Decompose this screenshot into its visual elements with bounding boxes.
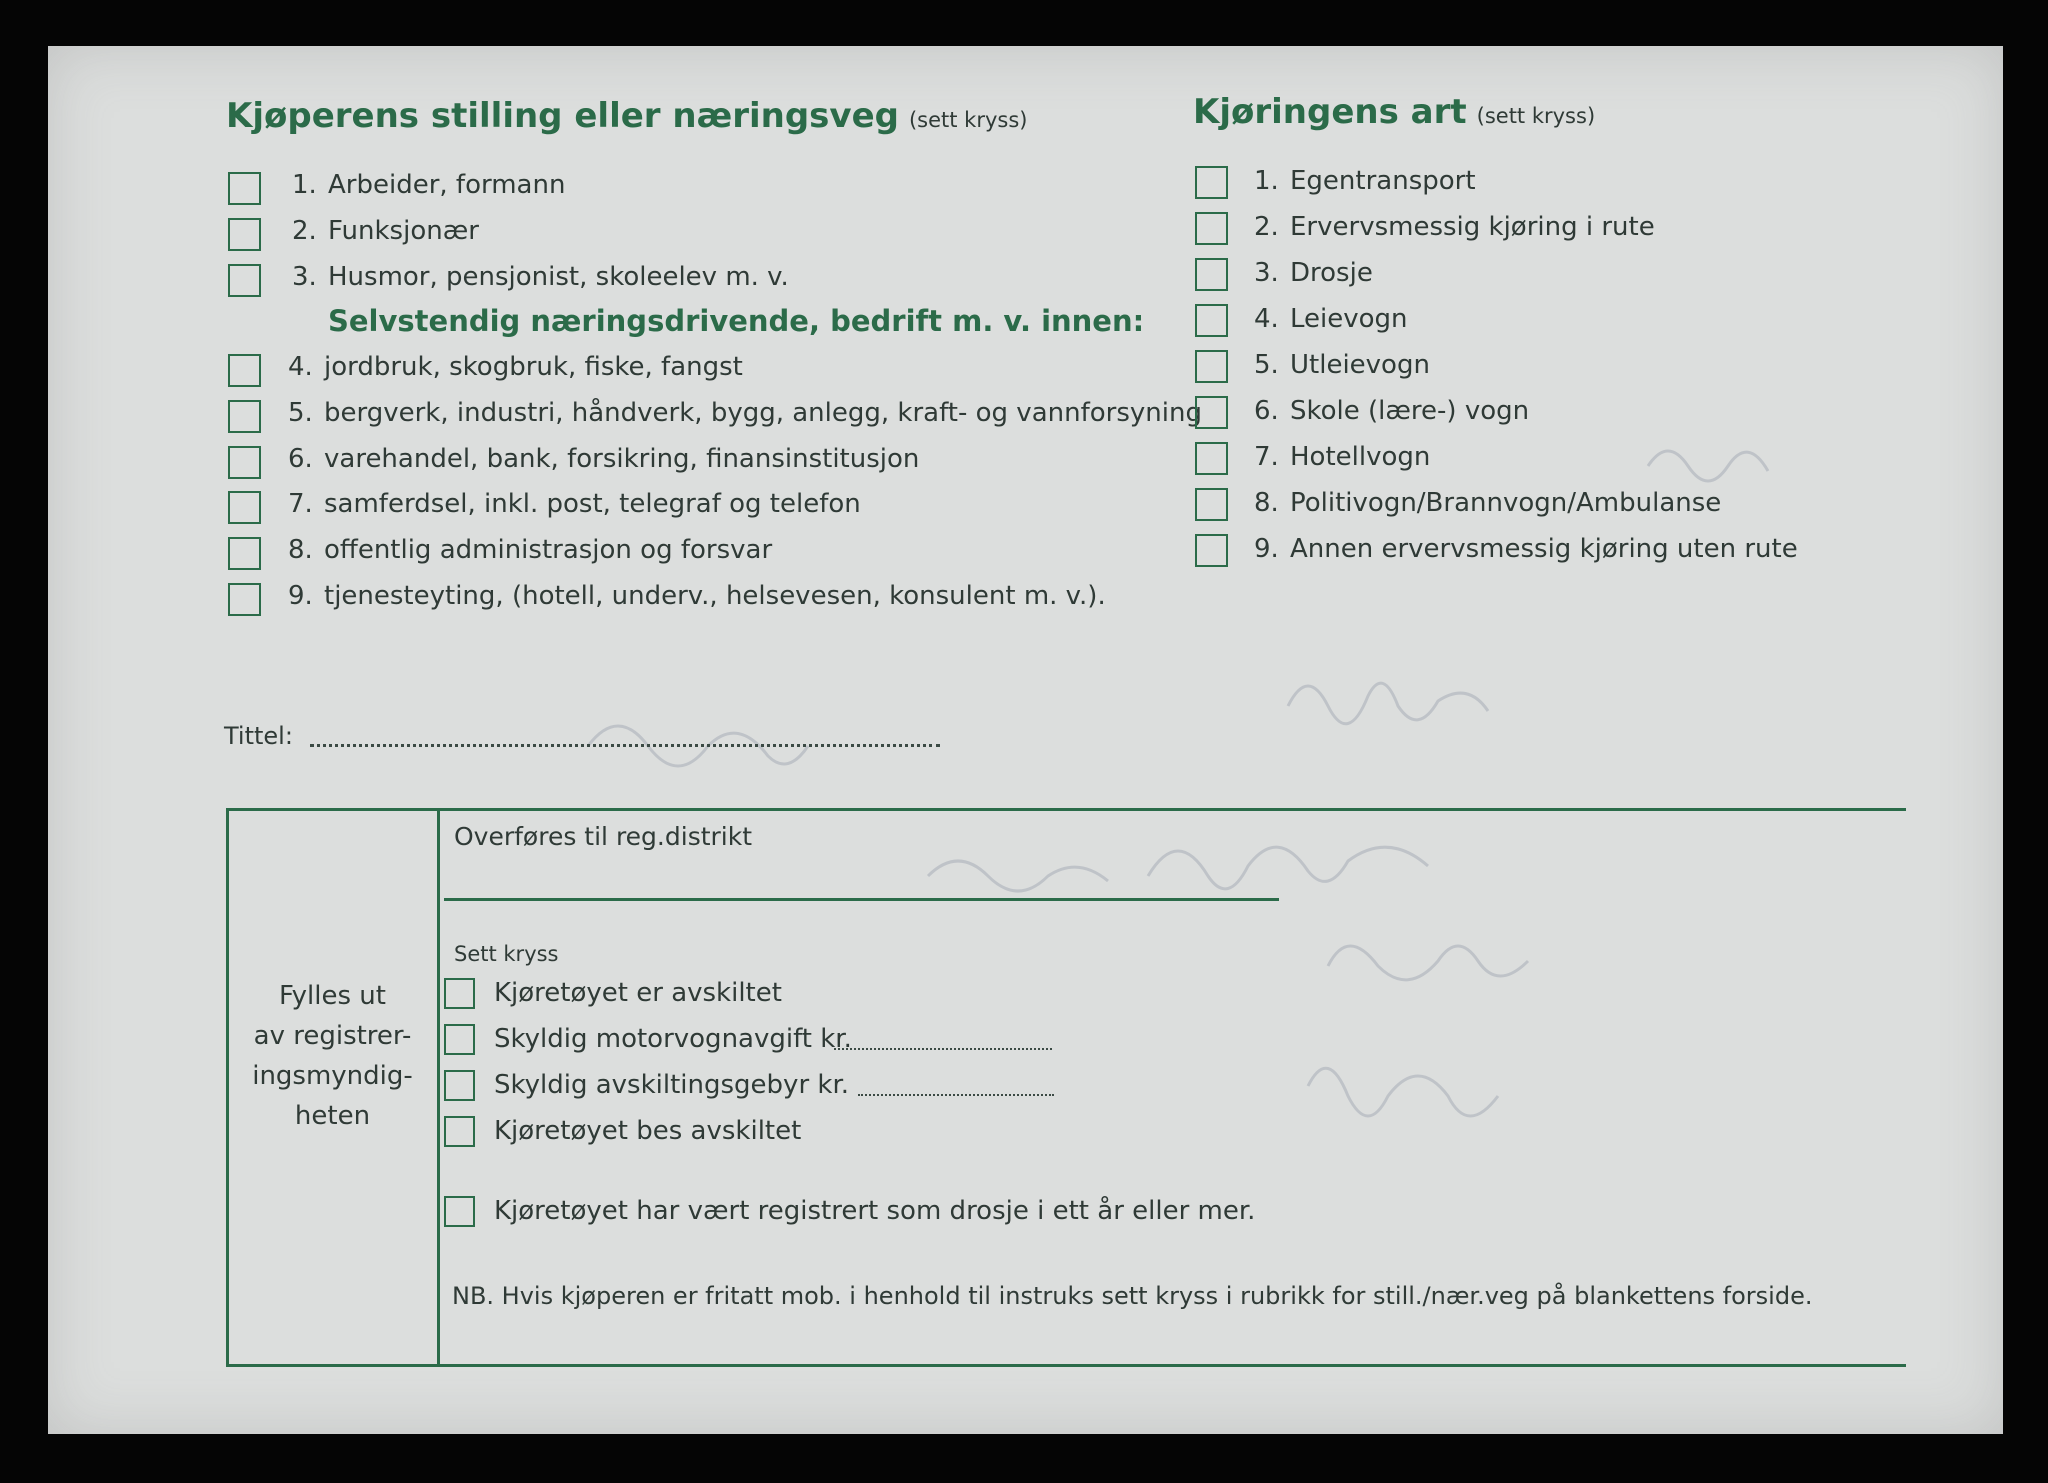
driving-item-3 — [1254, 258, 1373, 288]
driving-item-8-label: Politivogn/Brannvogn/Ambulanse — [1290, 488, 1722, 518]
registry-box-divider — [437, 808, 440, 1367]
checkbox-driving-4[interactable] — [1195, 304, 1228, 337]
checkbox-deregistered[interactable] — [444, 978, 475, 1009]
checkbox-occupation-6[interactable] — [228, 446, 261, 479]
checkbox-occupation-2[interactable] — [228, 218, 261, 251]
title-input-line[interactable] — [310, 744, 940, 747]
driving-item-1-label: Egentransport — [1290, 166, 1476, 196]
driving-item-9-num: 9. — [1254, 534, 1279, 564]
occupation-item-4-label: jordbruk, skogbruk, fiske, fangst — [324, 352, 743, 382]
driving-item-9-label: Annen ervervsmessig kjøring uten rute — [1290, 534, 1798, 564]
checkbox-occupation-1[interactable] — [228, 172, 261, 205]
occupation-item-7 — [288, 489, 861, 519]
driving-item-4 — [1254, 304, 1408, 334]
checkbox-occupation-5[interactable] — [228, 400, 261, 433]
check-motor-tax-label: Skyldig motorvognavgift kr. — [494, 1024, 852, 1054]
registry-authority-line-1: Fylles ut — [279, 981, 386, 1011]
transfer-district-label: Overføres til reg.distrikt — [454, 822, 753, 851]
checkbox-driving-3[interactable] — [1195, 258, 1228, 291]
driving-item-7 — [1254, 442, 1430, 472]
checkbox-occupation-9[interactable] — [228, 583, 261, 616]
occupation-item-2-label: Funksjonær — [328, 216, 479, 246]
occupation-item-2 — [292, 216, 479, 246]
checkbox-request-deregistration[interactable] — [444, 1116, 475, 1147]
occupation-item-4-num: 4. — [288, 352, 313, 382]
occupation-item-6-num: 6. — [288, 444, 313, 474]
occupation-item-8 — [288, 535, 772, 565]
checkbox-driving-2[interactable] — [1195, 212, 1228, 245]
driving-item-7-label: Hotellvogn — [1290, 442, 1431, 472]
driving-type-heading — [1193, 92, 1595, 132]
driving-item-5-num: 5. — [1254, 350, 1279, 380]
transfer-district-line[interactable] — [444, 898, 1279, 901]
checkbox-occupation-8[interactable] — [228, 537, 261, 570]
occupation-item-9-label: tjenesteyting, (hotell, underv., helsevesen, konsulent m. v.). — [324, 581, 1106, 611]
driving-item-2-label: Ervervsmessig kjøring i rute — [1290, 212, 1655, 242]
checkbox-driving-7[interactable] — [1195, 442, 1228, 475]
checkbox-motor-tax[interactable] — [444, 1024, 475, 1055]
checkbox-driving-9[interactable] — [1195, 534, 1228, 567]
buyer-occupation-heading-note: (sett kryss) — [908, 108, 1028, 132]
driving-item-8 — [1254, 488, 1721, 518]
driving-type-heading-text: Kjøringens art — [1193, 92, 1467, 132]
checkbox-driving-6[interactable] — [1195, 396, 1228, 429]
driving-item-3-label: Drosje — [1290, 258, 1373, 288]
occupation-item-7-num: 7. — [288, 489, 313, 519]
driving-item-5 — [1254, 350, 1430, 380]
occupation-item-1-num: 1. — [292, 170, 317, 200]
checkbox-driving-5[interactable] — [1195, 350, 1228, 383]
registry-authority-line-4: heten — [294, 1101, 371, 1131]
occupation-item-7-label: samferdsel, inkl. post, telegraf og telefon — [324, 489, 861, 519]
driving-item-2-num: 2. — [1254, 212, 1279, 242]
driving-item-4-label: Leievogn — [1290, 304, 1408, 334]
checkbox-drosje-year[interactable] — [444, 1196, 475, 1227]
exemption-note: NB. Hvis kjøperen er fritatt mob. i henhold til instruks sett kryss i rubrikk for still./nær.veg på blankettens forside. — [452, 1282, 1813, 1310]
registry-box-top-border — [226, 808, 1906, 811]
registry-box-left-border — [226, 808, 229, 1367]
buyer-occupation-heading — [226, 96, 1027, 136]
driving-item-1 — [1254, 166, 1476, 196]
driving-item-3-num: 3. — [1254, 258, 1279, 288]
occupation-item-3 — [292, 262, 789, 292]
driving-item-6 — [1254, 396, 1529, 426]
driving-item-9 — [1254, 534, 1798, 564]
title-label: Tittel: — [224, 722, 293, 750]
registry-authority-line-2: av registrer- — [253, 1021, 412, 1051]
occupation-item-3-num: 3. — [292, 262, 317, 292]
form-sheet — [48, 46, 2003, 1434]
occupation-item-9 — [288, 581, 1106, 611]
registry-authority-line-3: ingsmyndig- — [252, 1061, 413, 1091]
occupation-item-3-label: Husmor, pensjonist, skoleelev m. v. — [328, 262, 789, 292]
deregistration-fee-amount-line[interactable] — [858, 1094, 1054, 1096]
occupation-item-8-label: offentlig administrasjon og forsvar — [324, 535, 773, 565]
mark-instruction: Sett kryss — [454, 942, 559, 966]
motor-tax-amount-line[interactable] — [834, 1048, 1052, 1050]
driving-type-heading-note: (sett kryss) — [1476, 104, 1596, 128]
occupation-item-8-num: 8. — [288, 535, 313, 565]
driving-item-7-num: 7. — [1254, 442, 1279, 472]
driving-item-1-num: 1. — [1254, 166, 1279, 196]
occupation-item-1-label: Arbeider, formann — [328, 170, 566, 200]
driving-item-8-num: 8. — [1254, 488, 1279, 518]
driving-item-2 — [1254, 212, 1655, 242]
occupation-item-2-num: 2. — [292, 216, 317, 246]
checkbox-driving-1[interactable] — [1195, 166, 1228, 199]
occupation-item-1 — [292, 170, 565, 200]
driving-item-5-label: Utleievogn — [1290, 350, 1430, 380]
registry-box-bottom-border — [226, 1364, 1906, 1367]
occupation-item-4 — [288, 352, 743, 382]
checkbox-occupation-3[interactable] — [228, 264, 261, 297]
occupation-item-5-label: bergverk, industri, håndverk, bygg, anlegg, kraft- og vannforsyning — [324, 398, 1202, 428]
checkbox-occupation-4[interactable] — [228, 354, 261, 387]
buyer-occupation-heading-text: Kjøperens stilling eller næringsveg — [226, 96, 899, 136]
check-request-deregistration-label: Kjøretøyet bes avskiltet — [494, 1116, 802, 1146]
registry-authority-label — [230, 976, 435, 1136]
driving-item-6-label: Skole (lære-) vogn — [1290, 396, 1530, 426]
occupation-item-5 — [288, 398, 1202, 428]
checkbox-occupation-7[interactable] — [228, 491, 261, 524]
occupation-item-5-num: 5. — [288, 398, 313, 428]
driving-item-4-num: 4. — [1254, 304, 1279, 334]
driving-item-6-num: 6. — [1254, 396, 1279, 426]
checkbox-driving-8[interactable] — [1195, 488, 1228, 521]
occupation-item-6-label: varehandel, bank, forsikring, finansinstitusjon — [324, 444, 920, 474]
occupation-item-9-num: 9. — [288, 581, 313, 611]
check-deregistration-fee-label: Skyldig avskiltingsgebyr kr. — [494, 1070, 850, 1100]
self-employed-subheading: Selvstendig næringsdrivende, bedrift m. v. innen: — [328, 304, 1145, 338]
check-deregistered-label: Kjøretøyet er avskiltet — [494, 978, 782, 1008]
checkbox-deregistration-fee[interactable] — [444, 1070, 475, 1101]
check-drosje-year-label: Kjøretøyet har vært registrert som drosje i ett år eller mer. — [494, 1196, 1256, 1226]
occupation-item-6 — [288, 444, 919, 474]
